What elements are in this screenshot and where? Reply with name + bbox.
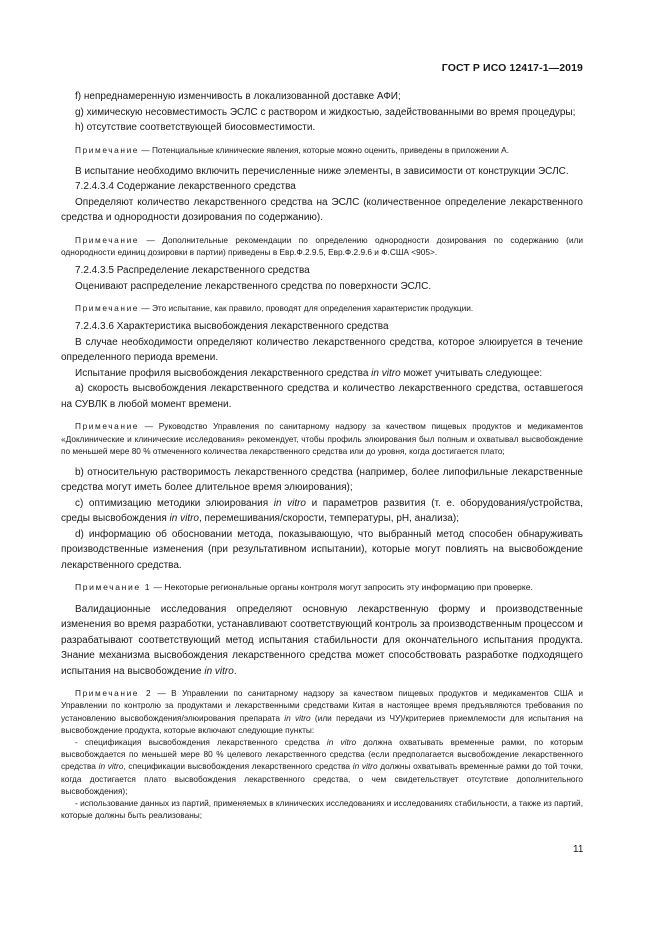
list-item-d: d) информацию об обосновании метода, показывающую, что выбранный метод способен обнаруживать производственные изменения (при результативном испытании), которые могут повлиять на высвобождение лекарственного средства. (61, 528, 583, 571)
list-item-b: b) относительную растворимость лекарственного средства (например, более липофильные лекарственные средства могут иметь более длительное время элюирования); (61, 466, 583, 494)
list-item-g: g) химическую несовместимость ЭСЛС с раствором и жидкостью, задействованными во время процедуры; (75, 106, 576, 118)
note-label: Примечание (75, 144, 140, 155)
doc-header-code: ГОСТ Р ИСО 12417-1—2019 (441, 62, 583, 74)
list-item-c: c) оптимизацию методики элюирования in vitro и параметров развития (т. е. оборудования/устройства, среды высвобождения in vitro, перемешивания/скорости, температуры, рН, анализа); (61, 497, 584, 525)
note-7.2.4.3.5: Примечание — Это испытание, как правило, проводят для определения характеристик продукции. (75, 303, 474, 314)
list-item-f: f) непреднамеренную изменчивость в локализованной доставке АФИ; (75, 91, 401, 102)
section-body-7.2.4.3.6-2: Испытание профиля высвобождения лекарственного средства in vitro может учитывать следующее: (75, 367, 543, 379)
list-item-a: а) скорость высвобождения лекарственного средства и количество лекарственного средства, оставшегося на СУВЛК в любой момент времени. (61, 383, 583, 410)
document-body (61, 89, 583, 821)
note-7.2.4.3.4: Примечание — Дополнительные рекомендации по определению однородности дозирования по содержанию (или однородности единиц дозировки в партии) приведены в Евр.Ф.2.9.5, Евр.Ф.2.9.6 и Ф.США <905>. (61, 234, 583, 257)
note-2-dash-item-1: - спецификация высвобождения лекарственного средства in vitro должна охватывать временные рамки, по которым высвобождается по меньшей мере 80 % целевого лекарственного средства (если предполагается высвобождение лекарственного средства in vitro, спецификации высвобождения лекарственного средства in vitro должны охватывать временные рамки до той точки, когда достигается плато высвобождения лекарственного средства, о чем свидетельствует отсутствие дополнительного высвобождения); (61, 736, 584, 796)
section-heading-7.2.4.3.4: 7.2.4.3.4 Содержание лекарственного средства (75, 181, 296, 193)
section-heading-7.2.4.3.5: 7.2.4.3.5 Распределение лекарственного средства (75, 265, 310, 277)
note-1-regional: Примечание 1 — Некоторые региональные органы контроля могут запросить эту информацию при проверке. (75, 582, 533, 593)
note-fda-guidance: Примечание — Руководство Управления по санитарному надзору за качеством пищевых продуктов и медикаментов «Доклинические и клинические исследования» рекомендует, чтобы профиль элюирования был полным и охватывал высвобождение по меньшей мере 80 % отмеченного количества лекарственного средства или до уровня, когда достигается плато; (61, 421, 583, 456)
note-2-fda-china: Примечание 2 — В Управлении по санитарному надзору за качеством пищевых продуктов и медикаментов США и Управлении по контролю за продуктами и лекарственными средствами Китая в настоящее время предъявляются требования по установлению высвобождения/элюирования препарата in vitro (или передачи из ЧУ)/критериев приемлемости для испытания на высвобождение продукта, которые включают следующие пункты: (61, 688, 583, 735)
section-body-7.2.4.3.5: Оценивают распределение лекарственного средства по поверхности ЭСЛС. (75, 280, 432, 292)
section-heading-7.2.4.3.6: 7.2.4.3.6 Характеристика высвобождения лекарственного средства (75, 321, 389, 333)
list-item-h: h) отсутствие соответствующей биосовместимости. (75, 122, 316, 133)
validation-paragraph: Валидационные исследования определяют основную лекарственную форму и производственные изменения во время разработки, устанавливают соответствующий контроль за производственным процессом и разрабатывают соответствующий метод испытания стабильности для окончательного испытания продукта. Знание механизма высвобождения лекарственного средства может способствовать разработке подходящего испытания на высвобождение in vitro. (61, 603, 583, 677)
note-annex-a: Примечание — Потенциальные клинические явления, которые можно оценить, приведены в приложении А. (75, 144, 509, 155)
page-number: 11 (573, 844, 584, 855)
intro-paragraph: В испытание необходимо включить перечисленные ниже элементы, в зависимости от конструкции ЭСЛС. (75, 165, 569, 177)
section-body-7.2.4.3.4: Определяют количество лекарственного средства на ЭСЛС (количественное определение лекарственного средства и однородности дозирования по содержанию). (61, 196, 583, 224)
note-2-dash-item-2: - использование данных из партий, применяемых в клинических исследованиях и исследованиях стабильности, а также из партий, которые должны быть реализованы; (61, 797, 583, 821)
section-body-7.2.4.3.6-1: В случае необходимости определяют количество лекарственного средства, которое элюируется в течение определенного периода времени. (61, 336, 583, 364)
